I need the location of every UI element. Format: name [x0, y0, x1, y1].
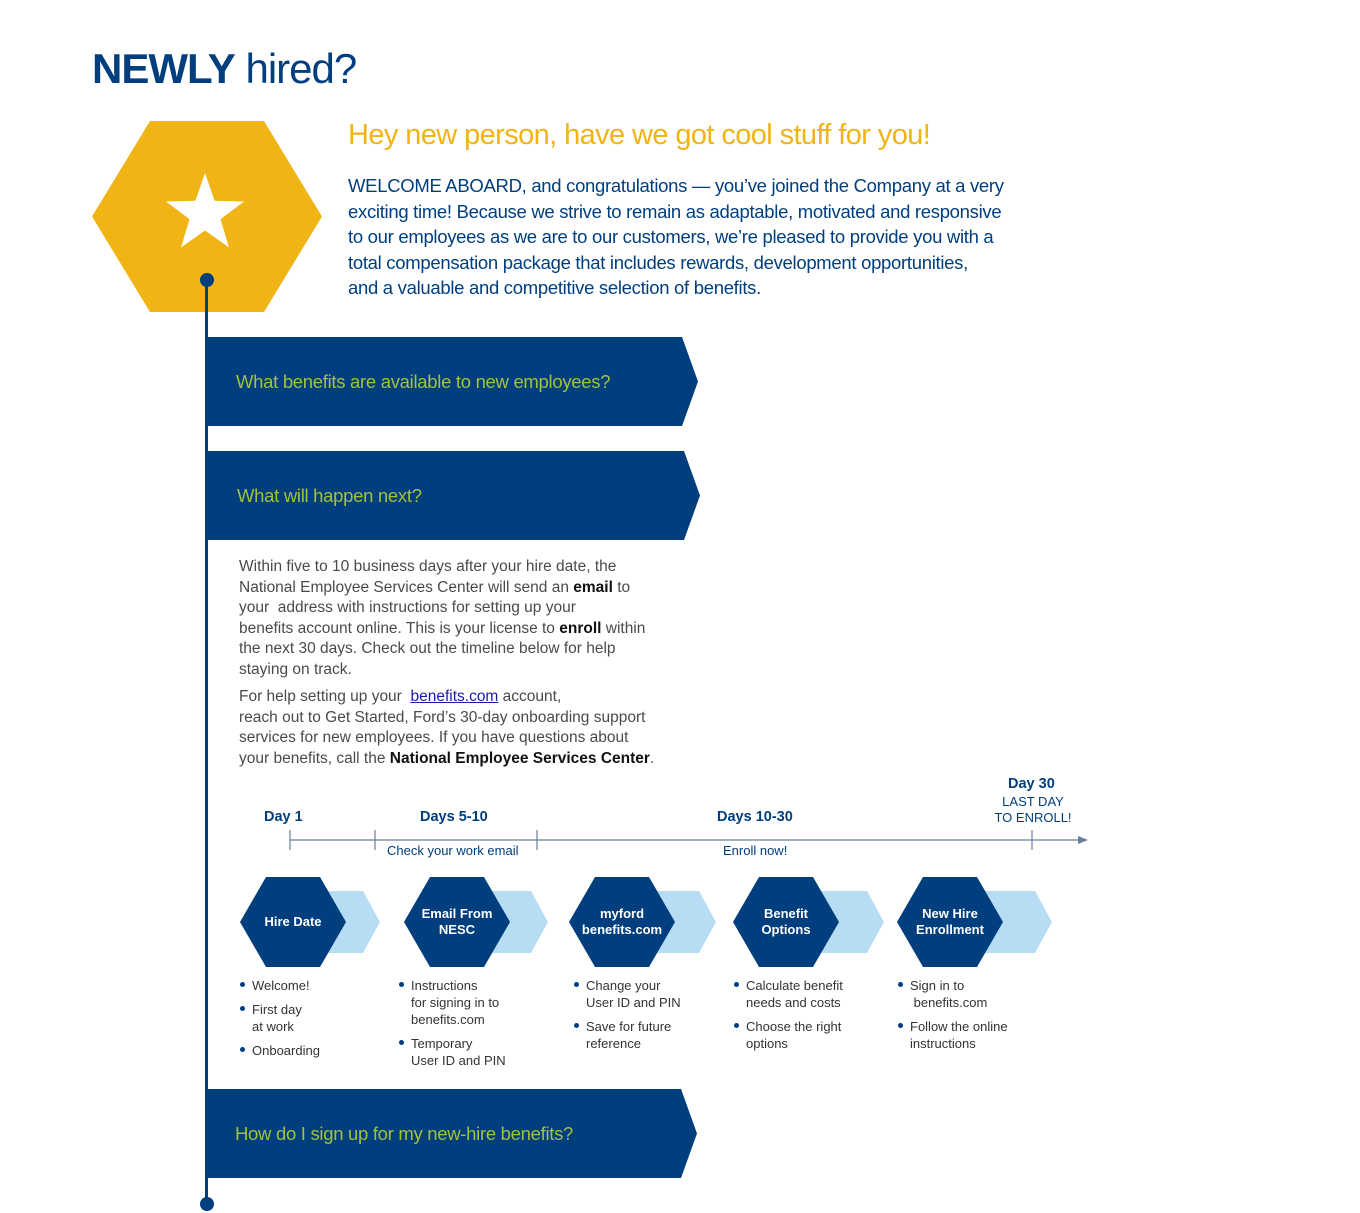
timeline-day1: Day 1 [264, 809, 303, 825]
text-line: staying on track. [239, 660, 352, 678]
timeline-days-5-10: Days 5-10 [420, 809, 488, 825]
list-item: First day at work [240, 1001, 320, 1035]
text-line: services for new employees. If you have questions about [239, 729, 629, 746]
step-title: New Hire Enrollment [916, 906, 984, 937]
timeline-enroll-now: Enroll now! [723, 843, 788, 858]
to-enroll-text: TO ENROLL! [994, 810, 1072, 825]
last-day-text: LAST DAY [1002, 794, 1064, 809]
list-item: Change your User ID and PIN [574, 977, 681, 1011]
text-line: reach out to Get Started, Ford’s 30-day onboarding support [239, 708, 646, 726]
step-title: Hire Date [264, 914, 322, 929]
headline: Hey new person, have we got cool stuff for you! [348, 119, 931, 151]
help-paragraph [239, 687, 709, 769]
text-line: your address with instructions for setting up your [239, 599, 576, 616]
step-hire-date [240, 877, 380, 967]
step-title: Benefit Options [761, 906, 811, 937]
intro-line: and a valuable and competitive selection of benefits. [348, 277, 761, 298]
page-title-strong: NEWLY [92, 45, 235, 92]
intro-line: WELCOME ABOARD, and congratulations — you’ve joined the Company at a very [348, 175, 1004, 196]
text-line: Within five to 10 business days after your hire date, the [239, 558, 617, 575]
section-what-next-label: What will happen next? [237, 485, 422, 506]
step-email-nesc [404, 877, 544, 967]
enroll-emphasis: enroll [559, 619, 602, 637]
email-emphasis: email [573, 578, 613, 596]
text-line: For help setting up your benefits.com account, [239, 688, 562, 705]
list-item: Instructions for signing in to benefits.com [399, 977, 506, 1028]
list-item: Calculate benefit needs and costs [734, 977, 843, 1011]
step-new-hire-enrollment [897, 877, 1037, 967]
timeline-day30: Day 30 [1008, 776, 1055, 792]
step-benefit-options [733, 877, 873, 967]
step-email-nesc-bullets [399, 977, 506, 1076]
step-hire-date-bullets [240, 977, 320, 1066]
list-item: Welcome! [240, 977, 320, 994]
text-line: National Employee Services Center will send an email to [239, 578, 631, 596]
section-benefits-available-label: What benefits are available to new employees? [236, 371, 611, 392]
timeline-dot-bottom [200, 1197, 214, 1211]
step-myford-benefits [569, 877, 709, 967]
benefits-link[interactable]: benefits.com [410, 688, 499, 705]
intro-line: exciting time! Because we strive to remain as adaptable, motivated and responsive [348, 200, 1002, 222]
list-item: Sign in to benefits.com [898, 977, 1008, 1011]
step-benefit-options-bullets [734, 977, 843, 1059]
step-title: Email From NESC [421, 906, 493, 937]
text-line: the next 30 days. Check out the timeline below for help [239, 640, 616, 657]
timeline-check-email: Check your work email [387, 843, 519, 858]
list-item: Follow the online instructions [898, 1018, 1008, 1052]
intro-paragraph [348, 173, 1038, 301]
list-item: Choose the right options [734, 1018, 843, 1052]
nesc-emphasis: National Employee Services Center [389, 749, 650, 767]
list-item: Onboarding [240, 1042, 320, 1059]
timeline-dot-top [200, 273, 214, 287]
section-benefits-available[interactable] [206, 337, 698, 426]
step-enrollment-bullets [898, 977, 1008, 1059]
list-item: Temporary User ID and PIN [399, 1035, 506, 1069]
next-paragraph [239, 557, 709, 680]
section-what-next[interactable] [206, 451, 700, 540]
timeline-last-day [990, 794, 1076, 826]
intro-line: to our employees as we are to our customers, we’re pleased to provide you with a [348, 226, 994, 247]
section-sign-up[interactable] [205, 1089, 697, 1178]
list-item: Save for future reference [574, 1018, 681, 1052]
step-title: myford benefits.com [581, 906, 663, 937]
intro-line: total compensation package that includes rewards, development opportunities, [348, 251, 968, 273]
page-title [92, 44, 356, 94]
section-sign-up-label: How do I sign up for my new-hire benefits? [235, 1123, 574, 1144]
text-line: benefits account online. This is your license to enroll within [239, 619, 646, 637]
step-myford-bullets [574, 977, 681, 1059]
text-line: your benefits, call the National Employee Services Center. [239, 749, 655, 767]
timeline-days-10-30: Days 10-30 [717, 809, 793, 825]
page-title-light: hired? [245, 45, 357, 92]
